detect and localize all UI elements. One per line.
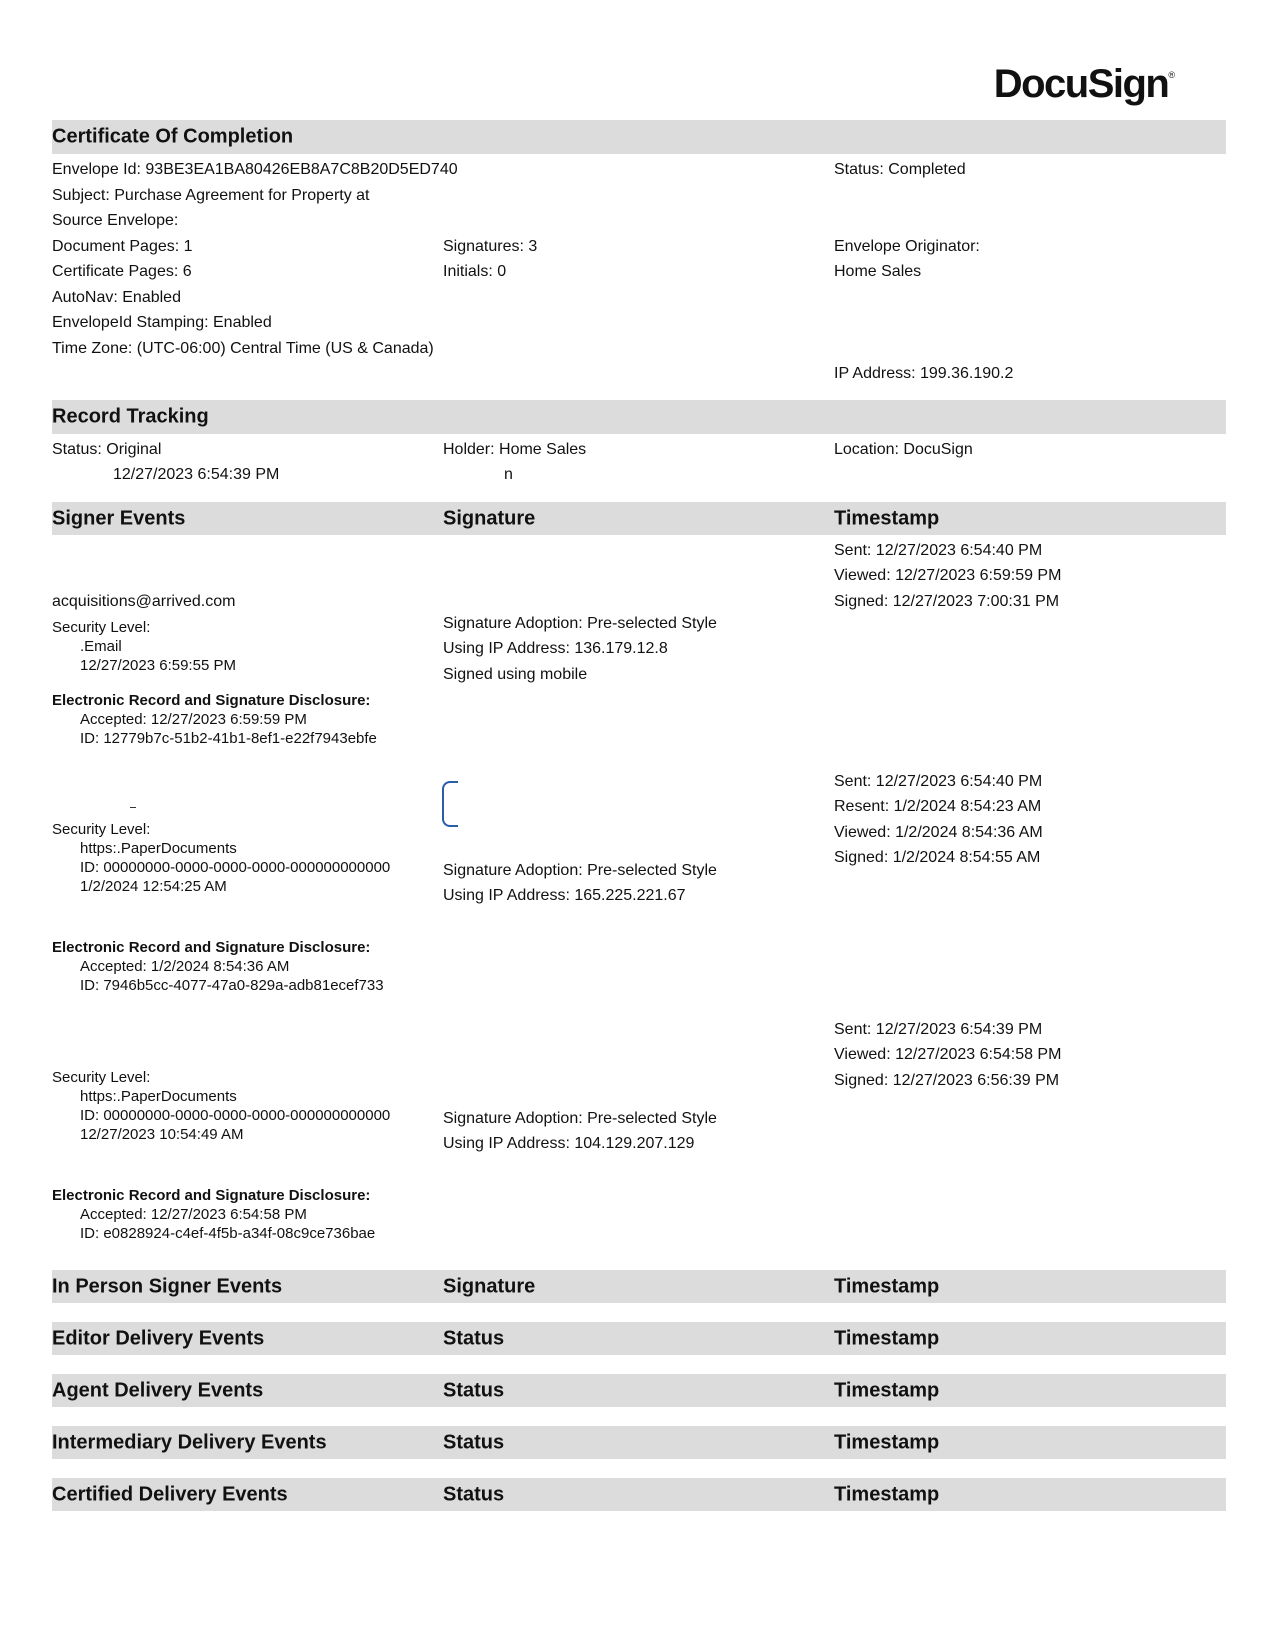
signer3-security-time: 12/27/2023 10:54:49 AM: [80, 1126, 244, 1143]
signer1-accepted: Accepted: 12/27/2023 6:59:59 PM: [80, 711, 307, 728]
envelope-originator-label: Envelope Originator:: [834, 238, 980, 255]
section-col1: Editor Delivery Events: [52, 1327, 265, 1349]
subject: Subject: Purchase Agreement for Property at: [52, 187, 370, 204]
autonav-status: AutoNav: Enabled: [52, 289, 181, 306]
signer1-disclosure-id: ID: 12779b7c-51b2-41b1-8ef1-e22f7943ebfe: [80, 730, 377, 747]
intermediary-delivery-events-header: [52, 1426, 1226, 1459]
signer3-disclosure-title: Electronic Record and Signature Disclosure:: [52, 1187, 371, 1204]
signer2-security-label: Security Level:: [52, 821, 151, 838]
signer1-adoption: Signature Adoption: Pre-selected Style: [443, 615, 717, 632]
signer3-adoption: Signature Adoption: Pre-selected Style: [443, 1110, 717, 1127]
section-col1: Intermediary Delivery Events: [52, 1431, 327, 1453]
section-col3: Timestamp: [834, 1483, 940, 1505]
signer2-security-id: ID: 00000000-0000-0000-0000-000000000000: [80, 859, 391, 876]
section-col3: Timestamp: [834, 1379, 940, 1401]
signer2-adoption: Signature Adoption: Pre-selected Style: [443, 862, 717, 879]
certificate-header: [52, 120, 1226, 154]
originator-ip-address: IP Address: 199.36.190.2: [834, 365, 1014, 382]
record-holder-sub: n: [504, 466, 513, 483]
record-tracking-header: [52, 400, 1226, 434]
section-col2: Status: [443, 1483, 505, 1505]
signer-events-col2: Signature: [443, 507, 536, 529]
section-col3: Timestamp: [834, 1275, 940, 1297]
docusign-logo: DocuSign®: [993, 62, 1175, 106]
signer-events-header: [52, 502, 1226, 535]
record-location: Location: DocuSign: [834, 441, 973, 458]
signer1-mobile: Signed using mobile: [443, 666, 588, 683]
redaction-mark: [130, 807, 136, 808]
source-envelope: Source Envelope:: [52, 212, 179, 229]
signer1-security-time: 12/27/2023 6:59:55 PM: [80, 657, 236, 674]
signer1-viewed: Viewed: 12/27/2023 6:59:59 PM: [834, 567, 1062, 584]
signer2-disclosure-title: Electronic Record and Signature Disclosure:: [52, 939, 371, 956]
signer2-resent: Resent: 1/2/2024 8:54:23 AM: [834, 798, 1042, 815]
record-status: Status: Original: [52, 441, 162, 458]
editor-delivery-events-header: [52, 1322, 1226, 1355]
signer1-signed: Signed: 12/27/2023 7:00:31 PM: [834, 593, 1060, 610]
signer1-security-value: .Email: [80, 638, 122, 655]
record-holder: Holder: Home Sales: [443, 441, 587, 458]
signer3-signed: Signed: 12/27/2023 6:56:39 PM: [834, 1072, 1060, 1089]
section-col1: Certified Delivery Events: [52, 1483, 288, 1505]
section-col3: Timestamp: [834, 1327, 940, 1349]
section-col1: Agent Delivery Events: [52, 1379, 264, 1401]
signer3-security-label: Security Level:: [52, 1069, 151, 1086]
agent-delivery-events-header: [52, 1374, 1226, 1407]
time-zone: Time Zone: (UTC-06:00) Central Time (US & Canada): [52, 340, 434, 357]
initials-count: Initials: 0: [443, 263, 507, 280]
signer2-signed: Signed: 1/2/2024 8:54:55 AM: [834, 849, 1041, 866]
document-pages: Document Pages: 1: [52, 238, 193, 255]
record-tracking-title: Record Tracking: [52, 405, 209, 428]
signer1-sent: Sent: 12/27/2023 6:54:40 PM: [834, 542, 1043, 559]
section-col2: Status: [443, 1327, 505, 1349]
signer3-security-value: https:.PaperDocuments: [80, 1088, 237, 1105]
signer2-disclosure-id: ID: 7946b5cc-4077-47a0-829a-adb81ecef733: [80, 977, 384, 994]
signer3-accepted: Accepted: 12/27/2023 6:54:58 PM: [80, 1206, 307, 1223]
signer1-ip: Using IP Address: 136.179.12.8: [443, 640, 668, 657]
signer2-sent: Sent: 12/27/2023 6:54:40 PM: [834, 773, 1043, 790]
signer-events-col3: Timestamp: [834, 507, 940, 529]
signer3-viewed: Viewed: 12/27/2023 6:54:58 PM: [834, 1046, 1062, 1063]
certificate-pages: Certificate Pages: 6: [52, 263, 192, 280]
certified-delivery-events-header: [52, 1478, 1226, 1511]
signer3-sent: Sent: 12/27/2023 6:54:39 PM: [834, 1021, 1043, 1038]
record-status-time: 12/27/2023 6:54:39 PM: [113, 466, 280, 483]
signature-image: [442, 781, 458, 827]
certificate-title: Certificate Of Completion: [52, 125, 294, 148]
signer3-disclosure-id: ID: e0828924-c4ef-4f5b-a34f-08c9ce736bae: [80, 1225, 376, 1242]
signer1-email: acquisitions@arrived.com: [52, 593, 236, 610]
signer3-security-id: ID: 00000000-0000-0000-0000-000000000000: [80, 1107, 391, 1124]
section-col2: Status: [443, 1431, 505, 1453]
signer2-accepted: Accepted: 1/2/2024 8:54:36 AM: [80, 958, 290, 975]
section-col3: Timestamp: [834, 1431, 940, 1453]
section-col1: In Person Signer Events: [52, 1275, 283, 1297]
originator-name: Home Sales: [834, 263, 922, 280]
envelope-status: Status: Completed: [834, 161, 966, 178]
signer2-security-value: https:.PaperDocuments: [80, 840, 237, 857]
section-col2: Status: [443, 1379, 505, 1401]
signer2-security-time: 1/2/2024 12:54:25 AM: [80, 878, 227, 895]
signer2-ip: Using IP Address: 165.225.221.67: [443, 887, 686, 904]
signer1-disclosure-title: Electronic Record and Signature Disclosure:: [52, 692, 371, 709]
signer-events-col1: Signer Events: [52, 507, 186, 529]
signatures-count: Signatures: 3: [443, 238, 538, 255]
envelopeid-stamping: EnvelopeId Stamping: Enabled: [52, 314, 272, 331]
envelope-id: Envelope Id: 93BE3EA1BA80426EB8A7C8B20D5ED740: [52, 161, 458, 178]
signer1-security-label: Security Level:: [52, 619, 151, 636]
section-col2: Signature: [443, 1275, 536, 1297]
signer3-ip: Using IP Address: 104.129.207.129: [443, 1135, 695, 1152]
signer2-viewed: Viewed: 1/2/2024 8:54:36 AM: [834, 824, 1043, 841]
in-person-signer-events-header: [52, 1270, 1226, 1303]
